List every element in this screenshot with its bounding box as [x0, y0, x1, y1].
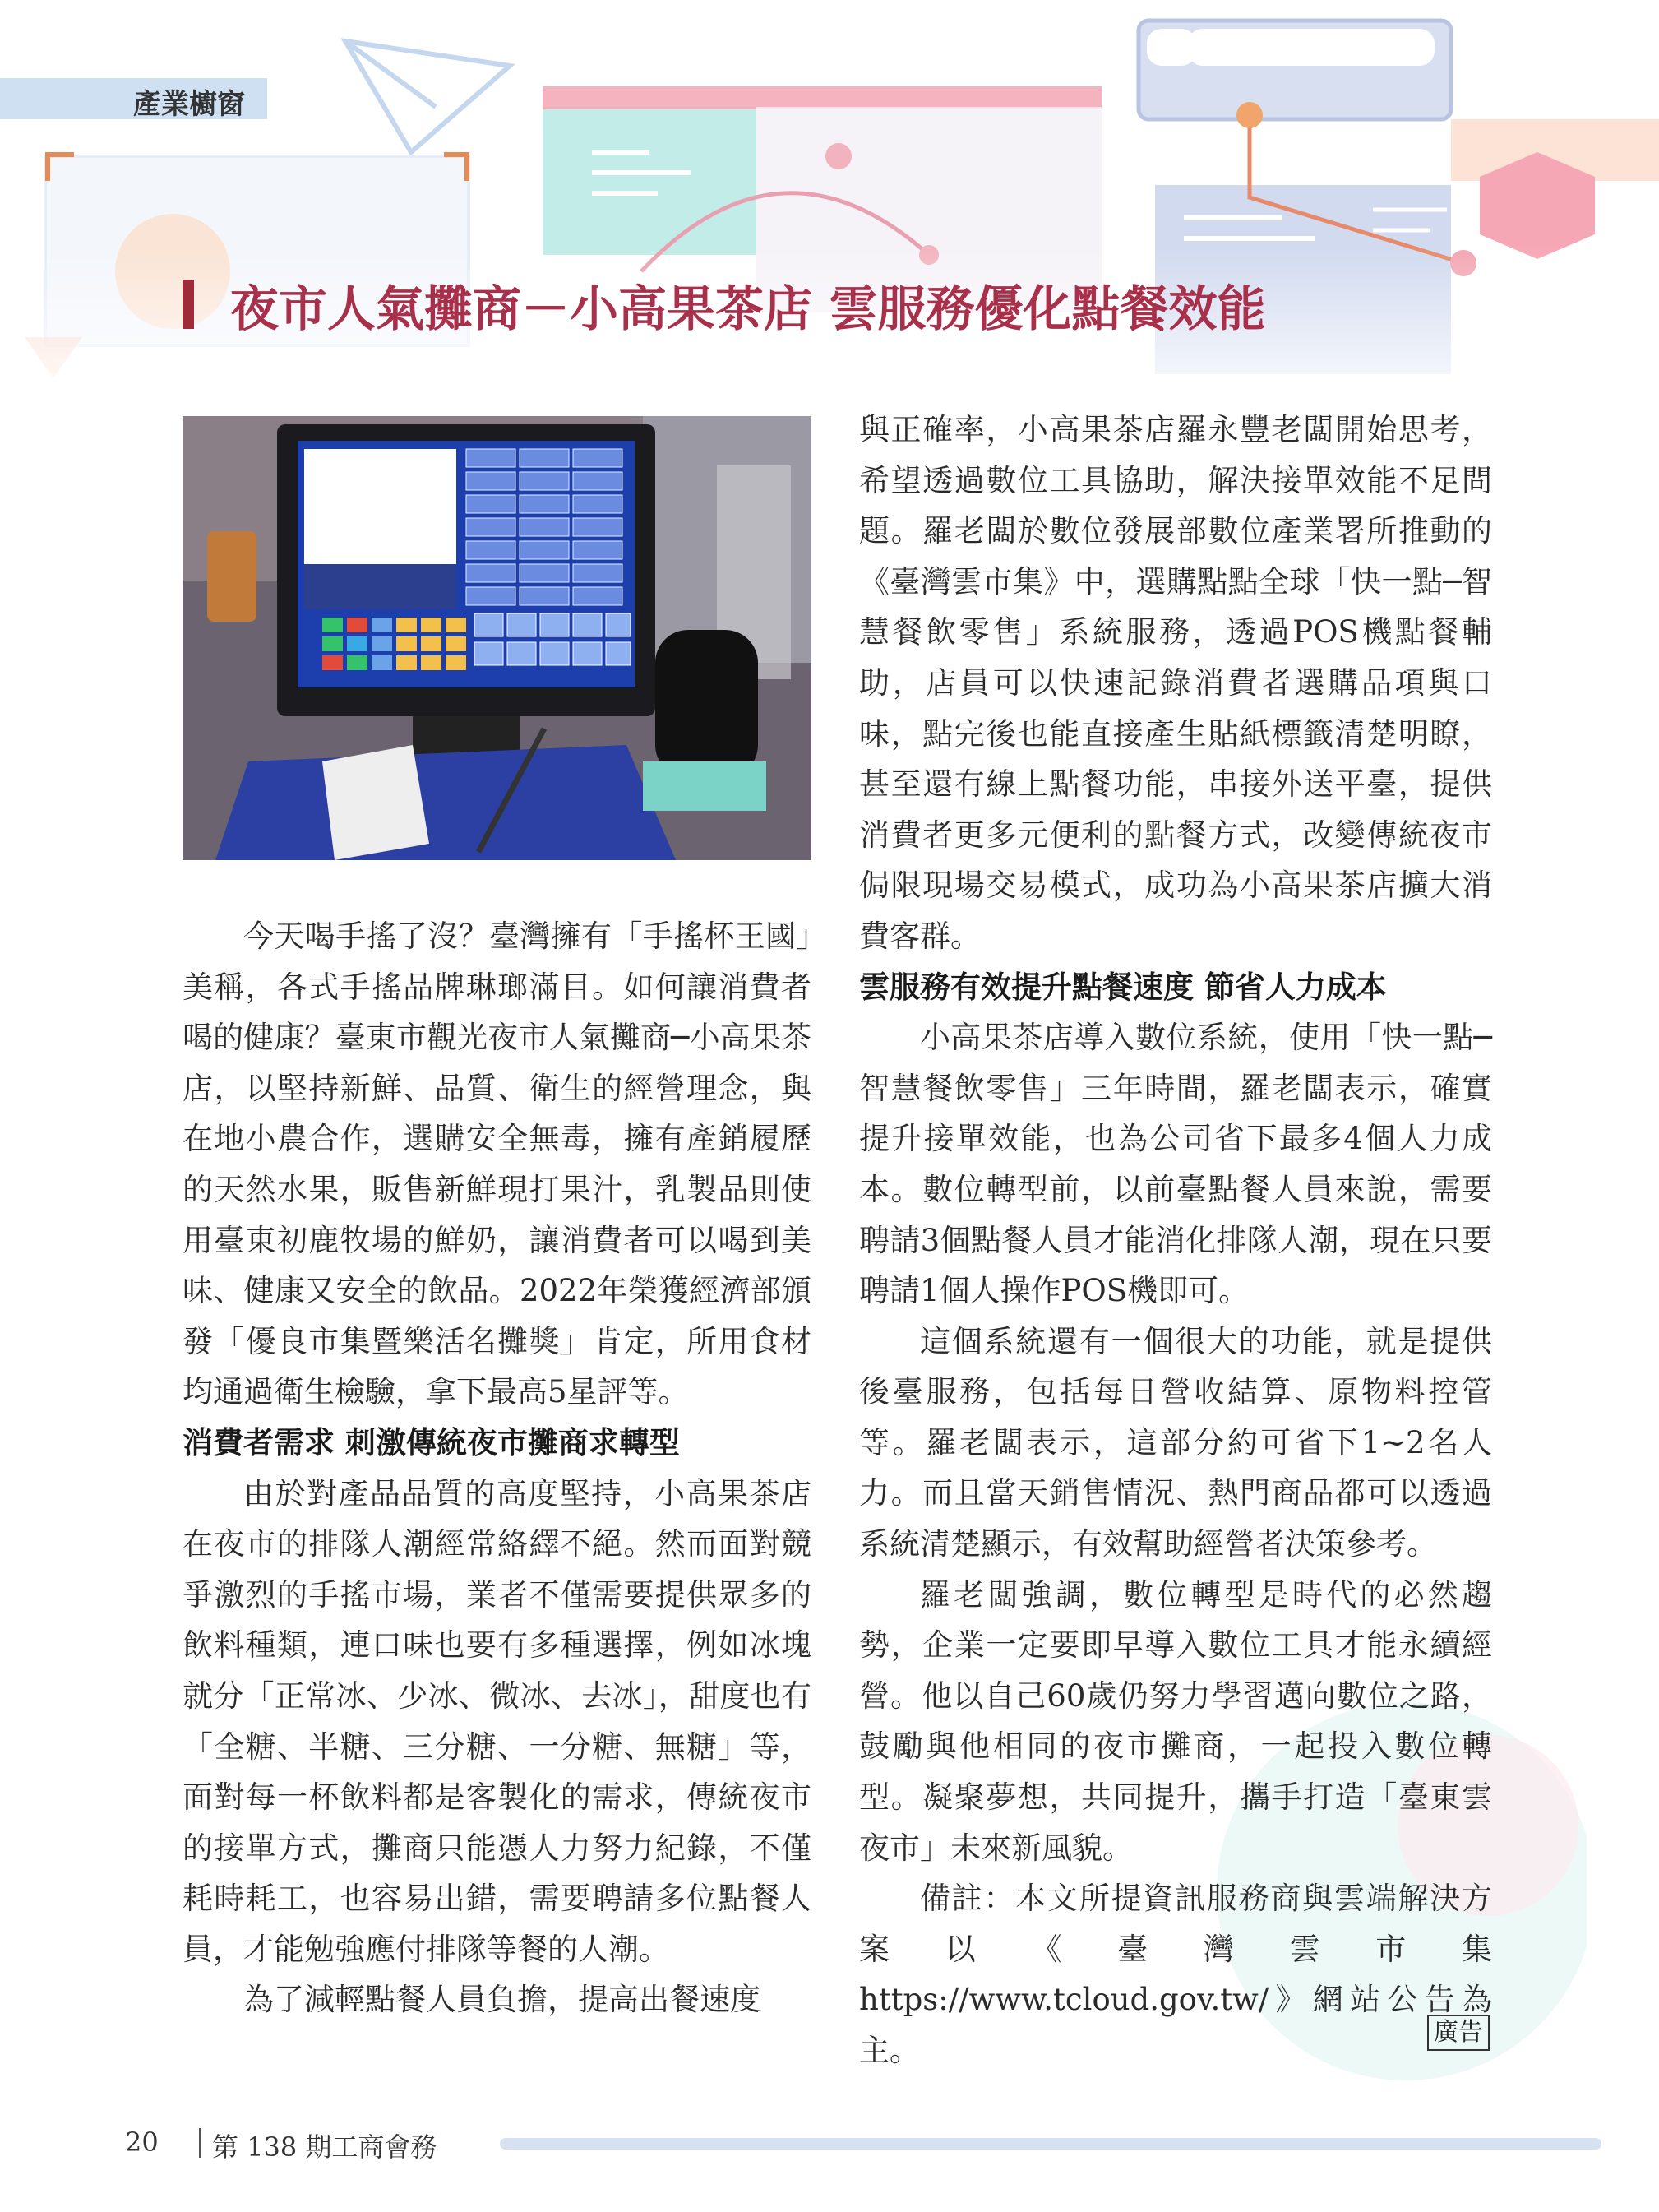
paragraph: 今天喝手搖了沒？臺灣擁有「手搖杯王國」美稱，各式手搖品牌琳瑯滿目。如何讓消費者喝的健康？臺東市觀光夜市人氣攤商─小高果茶店，以堅持新鮮、品質、衛生的經營理念，與在地小農合作，選購安全無毒，擁有產銷履歷的天然水果，販售新鮮現打果汁，乳製品則使用臺東初鹿牧場的鮮奶，讓消費者可以喝到美味、健康又安全的飲品。2022年榮獲經濟部頒發「優良市集暨樂活名攤獎」肯定，所用食材均通過衛生檢驗，拿下最高5星評等。	[183, 919, 811, 1410]
article-column-left	[183, 911, 811, 2025]
title-marker	[183, 280, 194, 329]
paragraph: 由於對產品品質的高度堅持，小高果茶店在夜市的排隊人潮經常絡繹不絕。然而面對競爭激烈的手搖市場，業者不僅需要提供眾多的飲料種類，連口味也要有多種選擇，例如冰塊就分「正常冰、少冰、微冰、去冰」，甜度也有「全糖、半糖、三分糖、一分糖、無糖」等，面對每一杯飲料都是客製化的需求，傳統夜市的接單方式，攤商只能憑人力努力紀錄，不僅耗時耗工，也容易出錯，需要聘請多位點餐人員，才能勉強應付排隊等餐的人潮。	[183, 1475, 811, 1967]
issue-label: 第 138 期工商會務	[212, 2131, 437, 2163]
note-paragraph: 備註：本文所提資訊服務商與雲端解決方案以《臺灣雲市集 https://www.tcloud.gov.tw/》網站公告為主。	[859, 1881, 1492, 2068]
section-label: 產業櫥窗	[133, 88, 245, 121]
paragraph: 與正確率，小高果茶店羅永豐老闆開始思考，希望透過數位工具協助，解決接單效能不足問題。羅老闆於數位發展部數位產業署所推動的《臺灣雲市集》中，選購點點全球「快一點─智慧餐飲零售」系統服務，透過POS機點餐輔助，店員可以快速記錄消費者選購品項與口味，點完後也能直接產生貼紙標籤清楚明瞭，甚至還有線上點餐功能，串接外送平臺，提供消費者更多元便利的點餐方式，改變傳統夜市侷限現場交易模式，成功為小高果茶店擴大消費客群。	[859, 412, 1492, 954]
paper-plane-icon	[345, 41, 510, 152]
paragraph: 小高果茶店導入數位系統，使用「快一點─智慧餐飲零售」三年時間，羅老闆表示，確實提升接單效能，也為公司省下最多4個人力成本。數位轉型前，以前臺點餐人員來說，需要聘請3個點餐人員才能消化排隊人潮，現在只要聘請1個人操作POS機即可。	[859, 1020, 1492, 1309]
advertisement-label: 廣告	[1427, 2015, 1490, 2051]
subheading: 消費者需求 刺激傳統夜市攤商求轉型	[183, 1424, 680, 1460]
paragraph: 為了減輕點餐人員負擔，提高出餐速度	[243, 1982, 760, 2018]
paragraph: 這個系統還有一個很大的功能，就是提供後臺服務，包括每日營收結算、原物料控管等。羅老闆表示，這部分約可省下1~2名人力。而且當天銷售情況、熱門商品都可以透過系統清楚顯示，有效幫助經營者決策參考。	[859, 1323, 1492, 1562]
subheading: 雲服務有效提升點餐速度 節省人力成本	[859, 969, 1387, 1005]
article-title: 夜市人氣攤商－小高果茶店 雲服務優化點餐效能	[230, 280, 1266, 337]
page-number: 20	[125, 2126, 159, 2158]
article-column-right	[859, 405, 1492, 2076]
paragraph: 羅老闆強調，數位轉型是時代的必然趨勢，企業一定要即早導入數位工具才能永續經營。他以自己60歲仍努力學習邁向數位之路，鼓勵與他相同的夜市攤商，一起投入數位轉型。凝聚夢想，共同提升，攜手打造「臺東雲夜市」未來新風貌。	[859, 1576, 1492, 1866]
footer-decoration-line	[500, 2138, 1601, 2150]
section-tag	[0, 78, 267, 119]
footer-divider	[199, 2128, 201, 2158]
pos-photo	[183, 416, 811, 860]
pos-terminal-image	[183, 416, 811, 860]
